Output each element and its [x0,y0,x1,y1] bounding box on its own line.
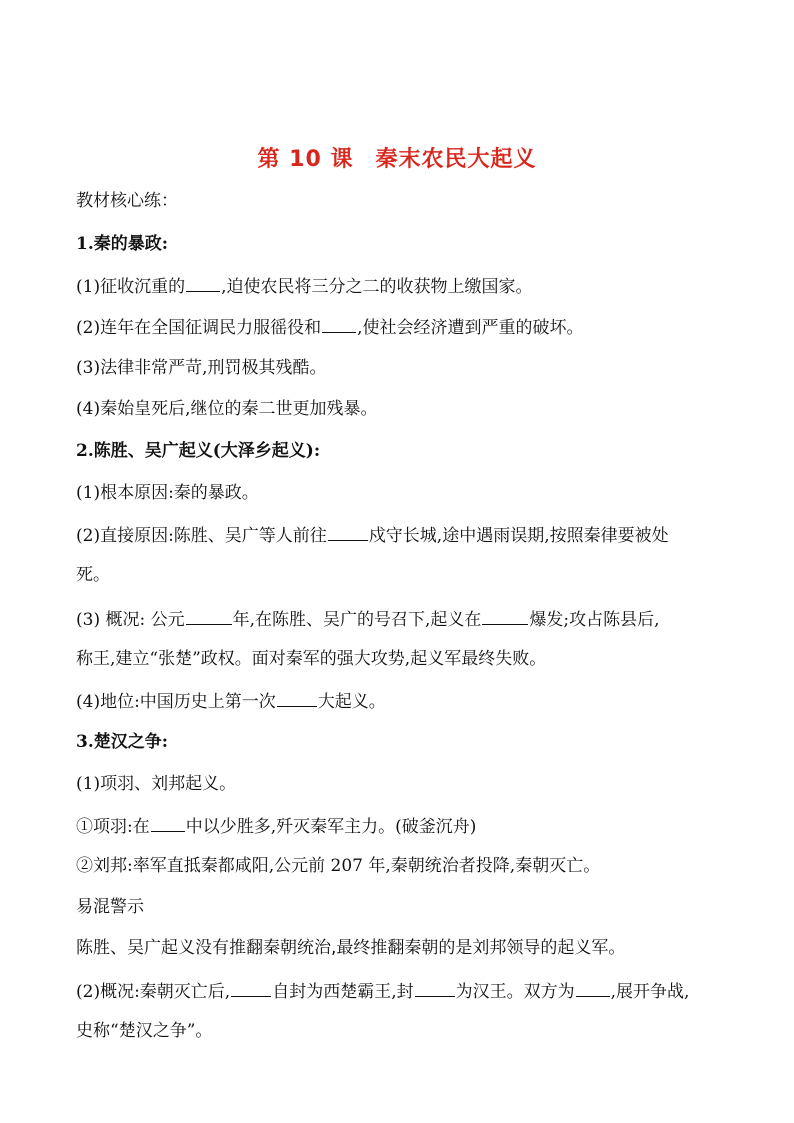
answer-blank[interactable] [576,978,610,997]
lesson-name: 秦末农民大起义 [375,147,537,172]
tip-title: 易混警示 [76,897,144,917]
answer-blank[interactable] [322,314,356,333]
answer-blank[interactable] [415,978,455,997]
section-1-heading: 1.秦的暴政: [76,234,169,254]
s2-line-2: (2)直接原因:陈胜、吴广等人前往 戍守长城,途中遇雨误期,按照秦律要被处 [76,522,726,548]
s1-line-2: (2)连年在全国征调民力服徭役和 ,使社会经济遭到严重的破坏。 [76,314,726,340]
answer-blank[interactable] [328,522,368,541]
page-title [0,142,794,173]
section-2-heading: 2.陈胜、吴广起义(大泽乡起义): [76,441,321,461]
answer-blank[interactable] [151,813,185,832]
answer-blank[interactable] [186,606,232,625]
s1-line-1: (1)征收沉重的 ,迫使农民将三分之二的收获物上缴国家。 [76,273,726,299]
s1-line-3: (3)法律非常严苛,刑罚极其残酷。 [76,358,327,378]
lesson-number: 第 10 课 [257,147,354,172]
s3-line-5: 史称“楚汉之争”。 [76,1021,213,1041]
answer-blank[interactable] [482,606,528,625]
s2-line-3-cont: 称王,建立“张楚”政权。面对秦军的强大攻势,起义军最终失败。 [76,649,547,669]
intro-label: 教材核心练： [76,191,178,211]
s1-line-4: (4)秦始皇死后,继位的秦二世更加残暴。 [76,399,378,419]
s2-line-1: (1)根本原因:秦的暴政。 [76,483,259,503]
s3-line-3: ②刘邦:率军直抵秦都咸阳,公元前 207 年,秦朝统治者投降,秦朝灭亡。 [76,856,601,876]
s3-line-4: (2)概况:秦朝灭亡后, 自封为西楚霸王,封 为汉王。双方为 ,展开争战, [76,978,726,1004]
answer-blank[interactable] [186,273,220,292]
tip-text: 陈胜、吴广起义没有推翻秦朝统治,最终推翻秦朝的是刘邦领导的起义军。 [76,938,626,958]
section-3-heading: 3.楚汉之争: [76,732,169,752]
s2-line-4: (4)地位:中国历史上第一次 大起义。 [76,688,726,714]
answer-blank[interactable] [277,688,317,707]
s3-line-2: ①项羽:在 中以少胜多,歼灭秦军主力。(破釜沉舟) [76,813,726,839]
s2-line-3: (3) 概况: 公元 年,在陈胜、吴广的号召下,起义在 爆发;攻占陈县后, [76,606,726,632]
s3-line-1: (1)项羽、刘邦起义。 [76,774,237,794]
s2-line-2-cont: 死。 [76,565,110,585]
answer-blank[interactable] [231,978,271,997]
